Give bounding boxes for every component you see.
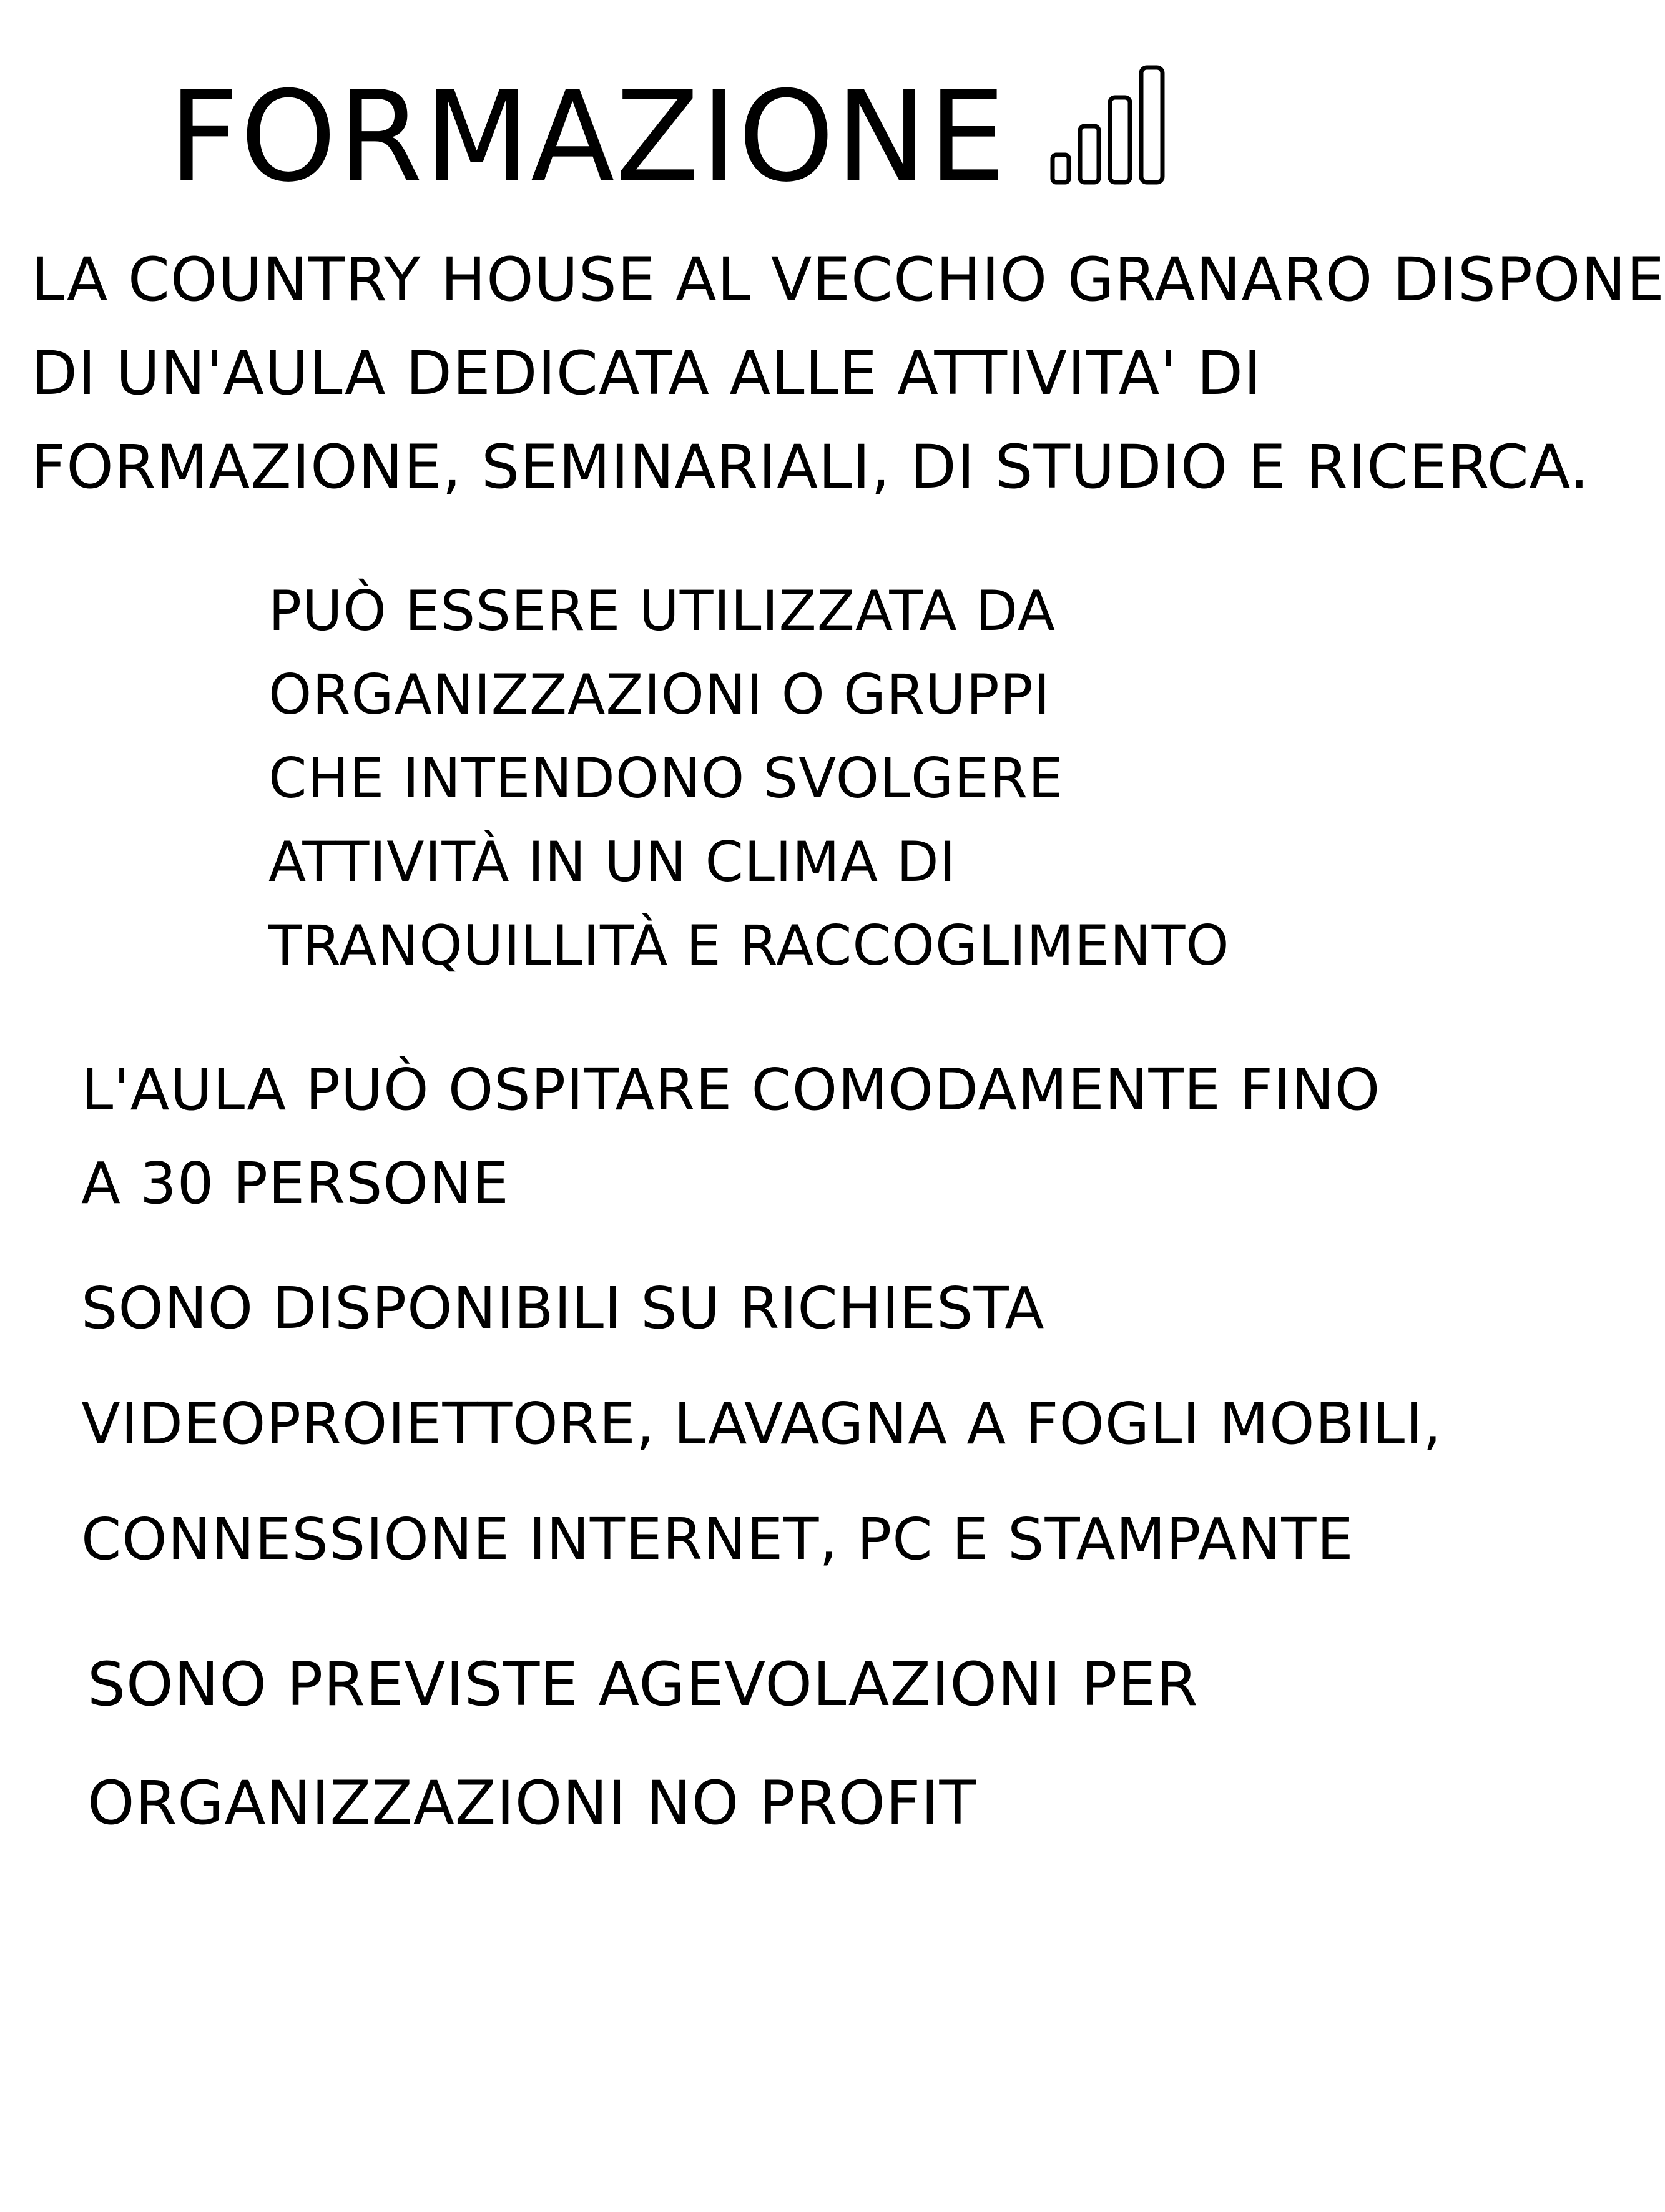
text-line: SONO DISPONIBILI SU RICHIESTA: [81, 1275, 1045, 1342]
paragraph-capacity: [81, 1056, 1381, 1249]
text-line: DI UN'AULA DEDICATA ALLE ATTIVITA' DI: [31, 338, 1262, 408]
paragraph-discounts: [87, 1649, 1199, 1892]
text-line: CONNESSIONE INTERNET, PC E STAMPANTE: [81, 1506, 1354, 1573]
text-line: CHE INTENDONO SVOLGERE: [268, 746, 1064, 810]
text-line: PUÒ ESSERE UTILIZZATA DA: [268, 579, 1056, 643]
page-title: FORMAZIONE: [169, 64, 1007, 210]
paragraph-equipment: [81, 1275, 1442, 1626]
text-line: SONO PREVISTE AGEVOLAZIONI PER: [87, 1649, 1199, 1719]
paragraph-intro: [31, 245, 1665, 531]
title-row: [169, 37, 1180, 210]
text-line: VIDEOPROIETTORE, LAVAGNA A FOGLI MOBILI,: [81, 1390, 1442, 1457]
text-line: FORMAZIONE, SEMINARIALI, DI STUDIO E RICERCA.: [31, 432, 1590, 502]
paragraph-usage: [268, 579, 1230, 1002]
bar-chart-icon: [1049, 61, 1180, 186]
text-line: LA COUNTRY HOUSE AL VECCHIO GRANARO DISPONE: [31, 245, 1665, 315]
text-line: ORGANIZZAZIONI O GRUPPI: [268, 662, 1051, 727]
text-line: ATTIVITÀ IN UN CLIMA DI: [268, 830, 956, 894]
text-line: L'AULA PUÒ OSPITARE COMODAMENTE FINO: [81, 1056, 1381, 1123]
text-line: A 30 PERSONE: [81, 1150, 509, 1217]
text-line: TRANQUILLITÀ E RACCOGLIMENTO: [268, 913, 1230, 978]
text-line: ORGANIZZAZIONI NO PROFIT: [87, 1768, 977, 1838]
